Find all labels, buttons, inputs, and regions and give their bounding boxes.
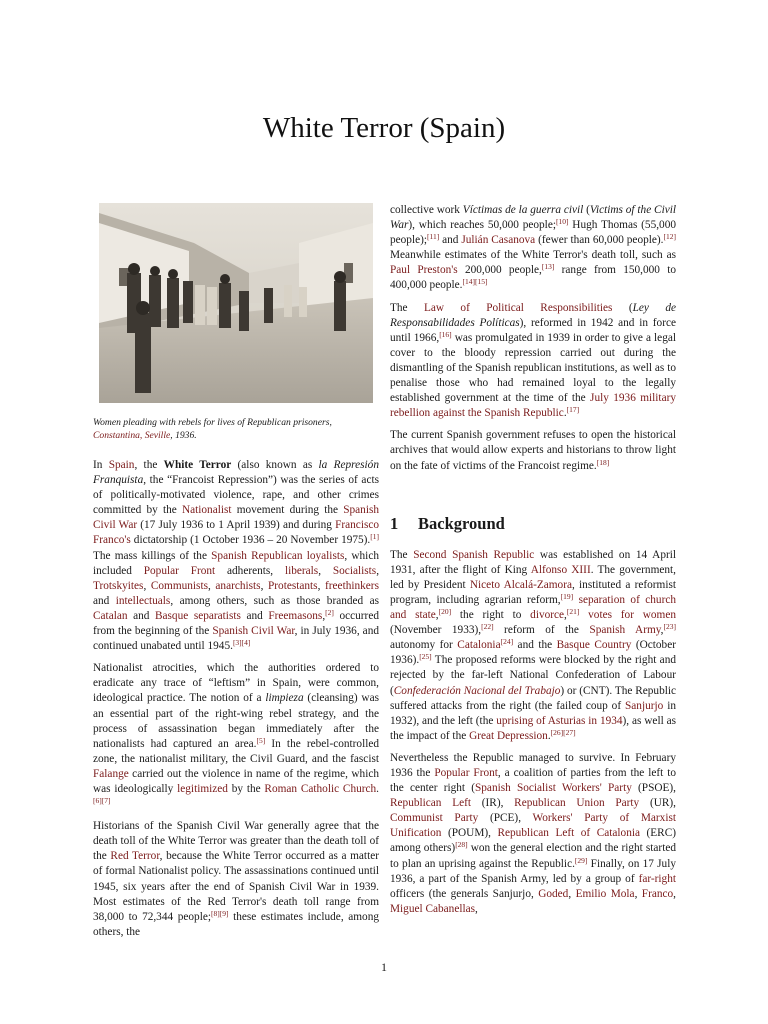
text-run: and the bbox=[513, 639, 557, 652]
text-run: , bbox=[143, 579, 151, 592]
wiki-link[interactable]: liberals bbox=[284, 564, 319, 577]
text-run: in 1932), and the left (the bbox=[390, 699, 676, 727]
wiki-link[interactable]: Julián Casanova bbox=[461, 234, 536, 247]
text-run: In bbox=[93, 459, 109, 471]
text-run: carried out the violence in name of the regime, which was ideologically bbox=[93, 767, 379, 795]
paragraph bbox=[390, 751, 676, 917]
wiki-link[interactable]: Spain bbox=[108, 459, 135, 471]
citation-link[interactable]: [13] bbox=[541, 262, 555, 272]
wiki-link[interactable]: Sanjurjo bbox=[625, 699, 664, 712]
text-run: and bbox=[127, 609, 155, 622]
wiki-link[interactable]: Spanish Civil War bbox=[212, 625, 295, 638]
citation-link[interactable]: [1] bbox=[370, 532, 379, 542]
text-run: ( bbox=[583, 204, 590, 216]
wiki-link[interactable]: divorce bbox=[530, 609, 565, 622]
wiki-link[interactable]: Trotskyites bbox=[93, 579, 144, 592]
text-run: (IR), bbox=[471, 797, 515, 810]
caption-link[interactable]: Constantina, Seville bbox=[93, 430, 171, 441]
citation-link[interactable]: [29] bbox=[574, 855, 588, 865]
text-run: , a coalition of parties from the left to the center right ( bbox=[390, 767, 676, 795]
text-run: limpieza bbox=[265, 692, 304, 705]
paragraph bbox=[93, 661, 379, 812]
citation-link[interactable]: [20] bbox=[438, 607, 452, 617]
paragraph bbox=[390, 203, 676, 294]
wiki-link[interactable]: Francisco Franco's bbox=[93, 519, 380, 547]
wiki-link[interactable]: Communists bbox=[150, 579, 208, 592]
text-run: Nevertheless the Republic managed to survive. In February 1936 the bbox=[390, 751, 676, 779]
citation-link[interactable]: [10] bbox=[555, 217, 569, 227]
wiki-link[interactable]: Republican Left of Catalonia bbox=[497, 827, 640, 840]
text-run: la Represión Franquista bbox=[93, 459, 379, 487]
paragraph bbox=[390, 428, 676, 473]
page-title: White Terror (Spain) bbox=[262, 112, 506, 144]
citation-link[interactable]: [25] bbox=[419, 652, 432, 662]
left-column bbox=[93, 203, 379, 947]
text-run: , among others, such as those branded as bbox=[170, 594, 380, 607]
wiki-link[interactable]: Red Terror bbox=[110, 850, 160, 863]
wiki-link[interactable]: Socialists bbox=[332, 564, 377, 577]
text-run: . bbox=[376, 782, 379, 795]
citation-link[interactable]: [11] bbox=[427, 232, 440, 242]
wiki-link[interactable]: Miguel Cabanellas bbox=[390, 902, 476, 915]
citation-link[interactable]: [5] bbox=[256, 735, 266, 745]
text-run: , bbox=[317, 579, 326, 592]
text-run: was promulgated in 1939 in order to give a legal cover to the bloody repression carried out during the dismantling of the Spanish republican institutions, as well as to penalise those who had remained loyal to the legally established government at the time of the bbox=[390, 331, 676, 405]
text-run: Victims of the Civil War bbox=[390, 204, 676, 232]
text-run: Historians of the Spanish Civil War generally agree that the death toll of the White Terror was greater than the death toll of the bbox=[93, 820, 379, 863]
citation-link[interactable]: [21] bbox=[566, 607, 580, 617]
text-run: , bbox=[673, 887, 676, 900]
citation-link[interactable]: [16] bbox=[439, 329, 452, 339]
wiki-link[interactable]: Nationalist bbox=[181, 504, 232, 517]
paragraph bbox=[390, 548, 676, 744]
text-run: Hugh Thomas (55,000 people); bbox=[390, 219, 676, 247]
citation-link[interactable]: [19] bbox=[560, 591, 574, 601]
text-run: (November 1933), bbox=[390, 624, 482, 637]
citation-link[interactable]: [17] bbox=[566, 405, 580, 415]
figure-photo bbox=[99, 203, 373, 403]
text-run: , bbox=[322, 609, 326, 622]
text-run: Víctimas de la guerra civil bbox=[462, 204, 584, 216]
text-run: occurred from the beginning of the bbox=[93, 609, 379, 638]
wiki-link[interactable]: Basque separatists bbox=[154, 609, 241, 622]
text-run: and bbox=[439, 234, 462, 247]
paragraph bbox=[390, 301, 676, 422]
text-run: , bbox=[260, 579, 268, 592]
wiki-link[interactable]: Spanish Civil War bbox=[93, 504, 380, 532]
wiki-link[interactable]: Confederación Nacional del Trabajo bbox=[393, 684, 561, 697]
text-run: Nationalist atrocities, which the authorities ordered to eradicate any trace of “leftism” in Spain, were common, ideological practice. The notion of a bbox=[93, 662, 379, 705]
text-run: collective work bbox=[390, 204, 463, 216]
wiki-link[interactable]: Emilio Mola bbox=[575, 887, 635, 900]
text-run: , because the White Terror occurred as a matter of formal Nationalist policy. The assassinations continued until 1945, six years after the end of Spanish Civil War in 1939. Most estimates of the Red Terror's death toll range from 38,000 to 72,344 people; bbox=[93, 850, 379, 923]
text-run: , in July 1936, and continued unabated until 1945. bbox=[93, 625, 379, 653]
text-run: , bbox=[435, 609, 439, 622]
text-run: , bbox=[376, 564, 380, 577]
text-run: movement during the bbox=[231, 504, 344, 517]
citation-link[interactable]: [14][15] bbox=[462, 277, 488, 287]
text-run: and bbox=[93, 594, 116, 607]
text-run: . bbox=[563, 407, 567, 420]
text-run: , bbox=[475, 902, 478, 915]
wiki-link[interactable]: Franco bbox=[641, 887, 674, 900]
text-run: (17 July 1936 to 1 April 1939) and during bbox=[137, 519, 336, 532]
citation-link[interactable]: [23] bbox=[663, 622, 676, 632]
text-run: range from 150,000 to 400,000 people. bbox=[390, 264, 676, 292]
page-number: 1 bbox=[381, 960, 387, 974]
paragraph bbox=[93, 819, 379, 940]
wiki-link[interactable]: Catalan bbox=[93, 609, 128, 622]
wiki-link[interactable]: Protestants bbox=[268, 579, 318, 592]
text-run: , instituted a reformist program, including agrarian reform, bbox=[390, 578, 676, 606]
text-run: ), as well as the impact of the bbox=[390, 714, 676, 742]
text-run: , the bbox=[134, 459, 164, 471]
text-run: The mass killings of the bbox=[93, 549, 212, 562]
citation-link[interactable]: [8][9] bbox=[211, 908, 229, 918]
text-run: won the general election and the right started to plan an uprising against the Republic. bbox=[390, 842, 676, 870]
text-run: (also known as bbox=[231, 459, 319, 471]
text-run: , bbox=[318, 564, 333, 577]
wiki-link[interactable]: votes for women bbox=[588, 609, 676, 622]
wiki-link[interactable]: uprising of Asturias in 1934 bbox=[496, 714, 623, 727]
wiki-link[interactable]: Spanish Socialist Workers' Party bbox=[475, 782, 632, 795]
citation-link[interactable]: [18] bbox=[596, 457, 610, 467]
text-run: . The government, led by President bbox=[390, 563, 676, 591]
wiki-link[interactable]: Republican Left bbox=[390, 797, 472, 810]
text-run: (UR), bbox=[639, 797, 677, 810]
text-run: autonomy for bbox=[390, 639, 458, 652]
citation-link[interactable]: [6][7] bbox=[93, 796, 111, 806]
wiki-link[interactable]: Popular Front bbox=[143, 564, 216, 577]
text-run: was established on 14 April 1931, after the flight of King bbox=[390, 548, 677, 576]
wiki-link[interactable]: intellectuals bbox=[115, 594, 171, 607]
text-run: (October 1936). bbox=[390, 639, 676, 667]
citation-link[interactable]: [22] bbox=[481, 622, 494, 632]
caption-text: Women pleading with rebels for lives of Republican prisoners, bbox=[93, 417, 332, 428]
wiki-link[interactable]: legitimized bbox=[177, 782, 228, 795]
text-run: (ERC) among others) bbox=[390, 827, 677, 855]
wiki-link[interactable]: Roman Catholic Church bbox=[264, 782, 377, 795]
section-number: 1 bbox=[390, 513, 399, 533]
citation-link[interactable]: [12] bbox=[663, 232, 676, 242]
text-run: ), which reaches 50,000 people; bbox=[408, 219, 556, 232]
text-run: 200,000 people, bbox=[457, 264, 542, 277]
text-run: (fewer than 60,000 people). bbox=[535, 234, 664, 247]
citation-link[interactable]: [26][27] bbox=[550, 727, 576, 737]
wiki-link[interactable]: Workers' Party of Marxist Unification bbox=[390, 812, 676, 840]
text-run: , bbox=[568, 887, 576, 900]
text-run: the right to bbox=[451, 609, 531, 622]
wiki-link[interactable]: Law of Political Responsibilities bbox=[423, 301, 613, 314]
wiki-link[interactable]: Basque Country bbox=[556, 639, 632, 652]
text-run: (PCE), bbox=[478, 812, 533, 825]
text-run: . bbox=[547, 729, 551, 742]
text-run: In the rebel-controlled zone, the nationalist military, the Civil Guard, and the fascist bbox=[93, 737, 380, 765]
caption-end: , 1936. bbox=[170, 430, 197, 441]
wiki-link[interactable]: Great Depression bbox=[469, 729, 548, 742]
text-run: adherents, bbox=[215, 564, 285, 577]
text-run: White Terror bbox=[163, 459, 232, 471]
text-run: The current Spanish government refuses to open the historical archives that would allow experts and historians to throw light on the fate of victims of the Francoist regime. bbox=[390, 429, 676, 472]
wiki-link[interactable]: far-right bbox=[638, 872, 676, 885]
wiki-link[interactable]: Communist Party bbox=[390, 812, 479, 825]
wiki-link[interactable]: Niceto Alcalá-Zamora bbox=[469, 578, 572, 591]
paragraph bbox=[93, 458, 379, 654]
citation-link[interactable]: [3][4] bbox=[232, 638, 251, 648]
wiki-link[interactable]: Spanish Army bbox=[589, 624, 661, 637]
wiki-link[interactable]: Paul Preston's bbox=[390, 264, 458, 277]
text-run: , bbox=[207, 579, 216, 592]
text-run: reform of the bbox=[493, 624, 590, 637]
citation-link[interactable]: [24] bbox=[500, 637, 514, 647]
figure-caption bbox=[93, 416, 379, 442]
text-run: , which included bbox=[93, 549, 379, 577]
text-run: (POUM), bbox=[441, 827, 498, 840]
text-run: (cleansing) was an essential part of the right-wing rebel strategy, and the process of assassination began immediately after the nationalists had captured an area. bbox=[93, 692, 379, 750]
wiki-link[interactable]: Falange bbox=[93, 767, 129, 780]
section-title: Background bbox=[418, 513, 505, 533]
wiki-link[interactable]: Spanish Republican loyalists bbox=[211, 549, 345, 562]
wiki-link[interactable]: Republican Union Party bbox=[514, 797, 640, 810]
text-run: ), reformed in 1942 and in force until 1966, bbox=[390, 316, 676, 344]
text-run bbox=[579, 609, 588, 621]
wiki-link[interactable]: freethinkers bbox=[325, 579, 379, 592]
text-run: Ley de Responsabilidades Políticas bbox=[390, 301, 676, 329]
text-run: , bbox=[634, 887, 642, 900]
wiki-link[interactable]: Alfonso XIII bbox=[530, 563, 591, 576]
text-run: Finally, on 17 July 1936, a part of the Spanish Army, led by a group of bbox=[390, 857, 676, 885]
text-run: The proposed reforms were blocked by the right and rejected by the far-left National Confederation of Labour ( bbox=[390, 654, 676, 697]
wiki-link[interactable]: separation of church and state bbox=[390, 593, 676, 622]
text-run: , bbox=[564, 609, 567, 622]
citation-link[interactable]: [28] bbox=[455, 840, 468, 850]
text-run: ) or (CNT). The Republic suffered attacks from the right (the failed coup of bbox=[390, 684, 677, 712]
text-run: dictatorship (1 October 1936 – 20 November 1975). bbox=[130, 534, 371, 547]
text-run: these estimates include, among others, the bbox=[93, 910, 379, 938]
wiki-link[interactable]: Popular Front bbox=[434, 767, 498, 779]
text-run: ( bbox=[612, 301, 633, 314]
photo-image bbox=[99, 203, 373, 403]
text-run: Meanwhile estimates of the White Terror's death toll, such as bbox=[390, 249, 676, 262]
wiki-link[interactable]: Catalonia bbox=[457, 639, 501, 652]
wiki-link[interactable]: Freemasons bbox=[268, 609, 323, 622]
right-column bbox=[390, 203, 676, 924]
wiki-link[interactable]: Second Spanish Republic bbox=[413, 548, 535, 561]
section-heading bbox=[390, 513, 676, 533]
text-run: , the “Francoist Repression”) was the series of acts of politically-motivated violence, rape, and other crimes committed by the bbox=[93, 474, 379, 517]
citation-link[interactable]: [2] bbox=[325, 607, 334, 617]
wiki-link[interactable]: Goded bbox=[538, 887, 569, 900]
text-run: (PSOE), bbox=[631, 782, 676, 795]
text-run: The bbox=[390, 548, 414, 561]
wiki-link[interactable]: July 1936 military rebellion against the Spanish Republic bbox=[390, 392, 676, 420]
text-run: by the bbox=[227, 782, 265, 795]
text-run: The bbox=[390, 301, 424, 314]
wiki-link[interactable]: anarchists bbox=[215, 579, 261, 592]
text-run: officers (the generals Sanjurjo, bbox=[390, 887, 539, 900]
text-run: , bbox=[660, 624, 664, 637]
text-run: and bbox=[240, 609, 269, 622]
